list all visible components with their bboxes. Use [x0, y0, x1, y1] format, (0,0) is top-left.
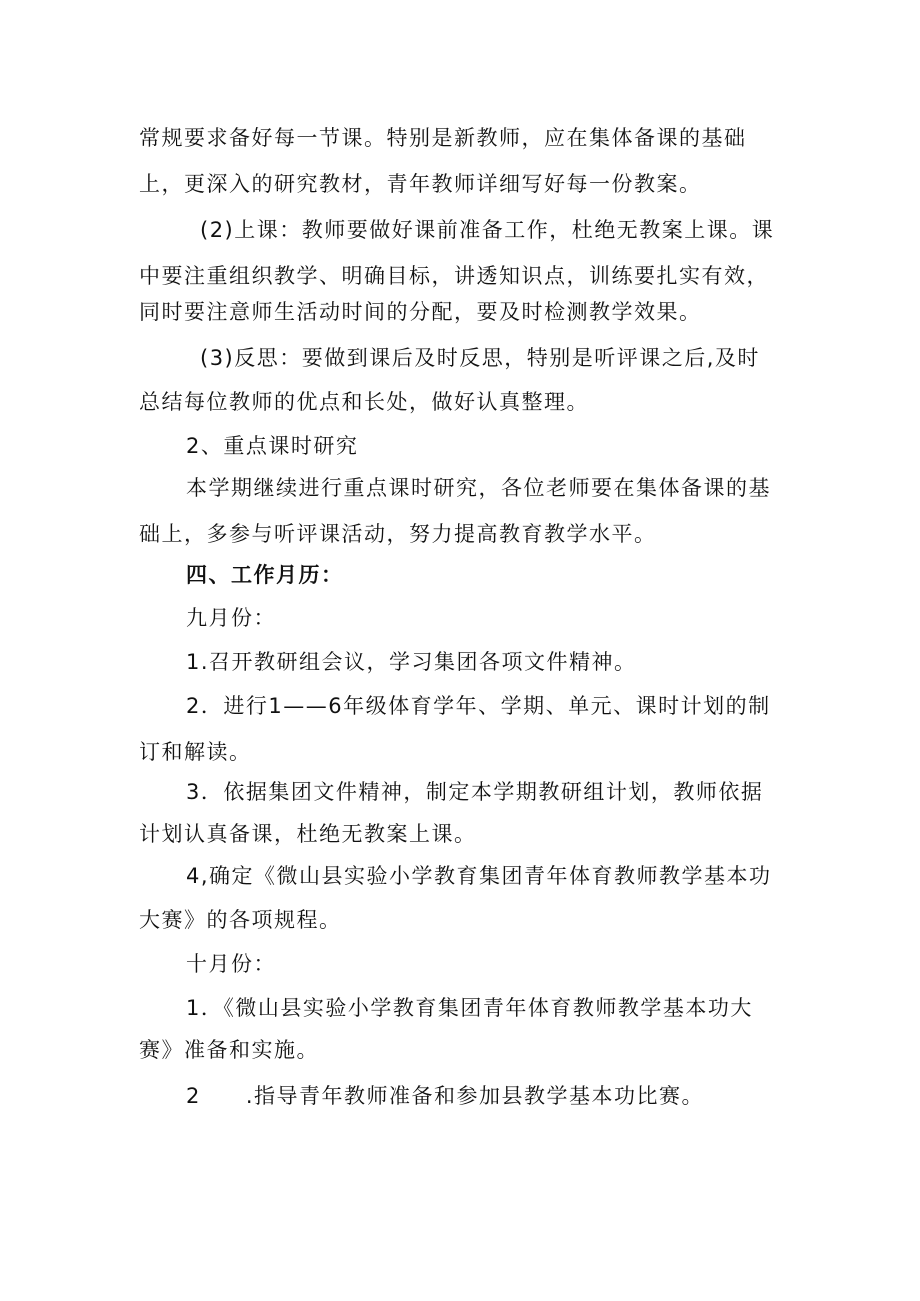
text-line: 订和解读。	[139, 740, 252, 764]
list-item: 1．《微山县实验小学教育集团青年体育教师教学基本功大	[186, 996, 753, 1020]
text-line: 赛》准备和实施。	[139, 1038, 319, 1062]
list-item: 3．依据集团文件精神，制定本学期教研组计划，教师依据	[186, 780, 764, 804]
text-line: 计划认真备课，杜绝无教案上课。	[139, 822, 477, 846]
text-line: 本学期继续进行重点课时研究，各位老师要在集体备课的基	[186, 476, 771, 500]
text-line: 常规要求备好每一节课。特别是新教师，应在集体备课的基础	[139, 126, 747, 150]
text-line: (3)反思：要做到课后及时反思，特别是听评课之后,及时	[200, 346, 760, 370]
list-item: 1.召开教研组会议，学习集团各项文件精神。	[186, 650, 637, 674]
text-line: 上，更深入的研究教材，青年教师详细写好每一份教案。	[139, 172, 702, 196]
section-subheading: 2、重点课时研究	[186, 434, 359, 458]
text-line: 中要注重组织教学、明确目标，讲透知识点，训练要扎实有效，	[139, 264, 769, 288]
list-item: 2 .指导青年教师准备和参加县教学基本功比赛。	[186, 1084, 705, 1108]
list-item: 4,确定《微山县实验小学教育集团青年体育教师教学基本功	[186, 864, 772, 888]
month-label: 十月份：	[186, 952, 276, 976]
text-line: 大赛》的各项规程。	[139, 908, 342, 932]
text-line: 同时要注意师生活动时间的分配，要及时检测教学效果。	[139, 300, 702, 324]
text-line: 础上，多参与听评课活动，努力提高教育教学水平。	[139, 522, 657, 546]
text-line: 总结每位教师的优点和长处，做好认真整理。	[139, 390, 589, 414]
section-heading: 四、工作月历：	[186, 563, 344, 587]
list-item: 2．进行1——6年级体育学年、学期、单元、课时计划的制	[186, 694, 771, 718]
text-line: (2)上课：教师要做好课前准备工作，杜绝无教案上课。课	[200, 218, 775, 242]
month-label: 九月份：	[186, 606, 276, 630]
